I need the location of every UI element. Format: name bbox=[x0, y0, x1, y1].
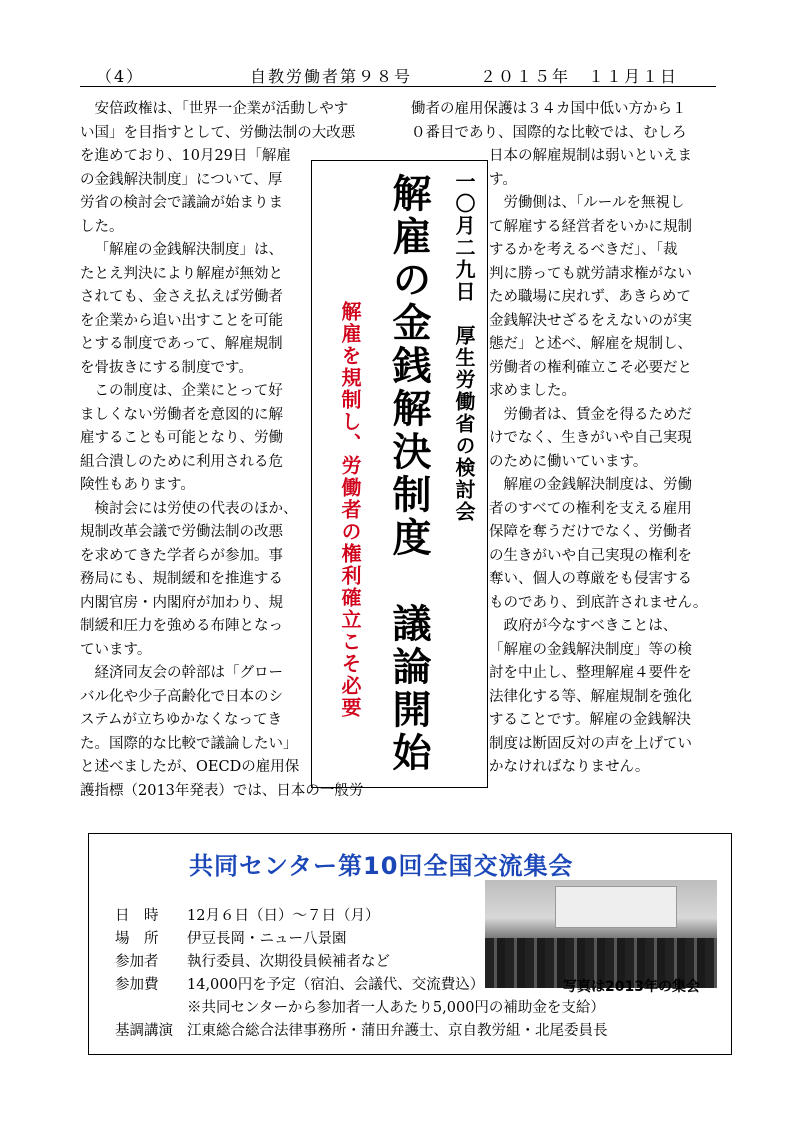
text-line: けでなく、生きがいや自己実現 bbox=[489, 430, 692, 446]
text-line: 者のすべての権利を支える雇用 bbox=[489, 500, 692, 517]
event-row-value: 14,000円を予定（宿泊、会議代、交流費込） bbox=[187, 977, 485, 993]
feature-subhead: 解雇を規制し、労働者の権利確立こそ必要 bbox=[338, 301, 362, 719]
paragraph bbox=[411, 98, 729, 192]
event-row-value: 江東総合総合法律事務所・蒲田弁護士、京自教労組・北尾委員長 bbox=[187, 1023, 608, 1039]
text-line: 奪い、個人の尊厳をも侵害する bbox=[489, 571, 692, 587]
text-line: 態だ」と述べ、解雇を規制し、 bbox=[489, 336, 692, 352]
paragraph bbox=[489, 474, 729, 615]
text-line: 安倍政権は、「世界一企業が活動しやす bbox=[94, 101, 349, 117]
text-line: されても、金さえ払えば労働者 bbox=[80, 289, 283, 305]
text-line: い国」を目指すとして、労働法制の大改悪 bbox=[80, 124, 356, 141]
text-line: ましくない労働者を意図的に解 bbox=[80, 406, 283, 423]
text-line: を進めており、10月29日「解雇 bbox=[80, 148, 291, 164]
text-line: 労働者は、賃金を得るためだ bbox=[503, 406, 692, 423]
event-row-label: 参加費 bbox=[115, 977, 159, 993]
text-line: 労省の検討会で議論が始まりま bbox=[80, 195, 283, 211]
event-row-label: 場 所 bbox=[115, 931, 159, 947]
text-line: ています。 bbox=[80, 641, 152, 658]
text-line: 内閣官房・内閣府が加わり、規 bbox=[80, 594, 283, 611]
photo-banner bbox=[555, 886, 677, 928]
paragraph bbox=[489, 615, 729, 780]
event-row-value: 執行委員、次期役員候補者など bbox=[187, 954, 390, 970]
text-line: するかを考えるべきだ」、「裁 bbox=[489, 242, 678, 258]
event-row-label: 基調講演 bbox=[115, 1023, 173, 1039]
text-line: を企業から追い出すことを可能 bbox=[80, 312, 283, 329]
text-line: 労働側は、「ルールを無視し bbox=[503, 195, 685, 211]
text-line: 組合潰しのために利用される危 bbox=[80, 453, 283, 470]
text-line: 求めました。 bbox=[489, 383, 576, 399]
text-line: 判に勝っても就労請求権がない bbox=[489, 265, 692, 282]
event-row-value: 12月６日（日）～７日（月） bbox=[187, 908, 380, 924]
text-line: ０番目であり、国際的な比較では、むしろ bbox=[411, 124, 687, 141]
text-line: することです。解雇の金銭解決 bbox=[489, 712, 691, 728]
text-line: 制緩和圧力を強める布陣となっ bbox=[80, 618, 283, 634]
text-line: て解雇する経営者をいかに規制 bbox=[489, 218, 692, 235]
event-row-label: 日 時 bbox=[115, 908, 159, 924]
event-row-label: 参加者 bbox=[115, 954, 159, 970]
text-line: かなければなりません。 bbox=[489, 759, 650, 775]
group-photo bbox=[485, 880, 717, 988]
text-line: 労働者の権利確立こそ必要だと bbox=[489, 359, 692, 376]
event-row-value: ※共同センターから参加者一人あたり5,000円の補助金を支給） bbox=[187, 1000, 605, 1016]
text-line: 経済同友会の幹部は「グロー bbox=[94, 665, 283, 681]
text-line: した。 bbox=[80, 218, 124, 235]
paragraph bbox=[489, 192, 729, 404]
text-line: この制度は、企業にとって好 bbox=[94, 383, 283, 399]
text-line: す。 bbox=[489, 171, 517, 188]
text-line: ため職場に戻れず、あきらめて bbox=[489, 289, 691, 305]
text-line: とする制度であって、解雇規制 bbox=[80, 336, 283, 352]
text-line: ステムが立ちゆかなくなってき bbox=[80, 712, 282, 728]
text-line: 務局にも、規制緩和を推進する bbox=[80, 571, 283, 587]
paper-issue: 自教労働者第９８号 bbox=[250, 67, 413, 86]
paragraph bbox=[489, 404, 729, 475]
text-line: 雇することも可能となり、労働 bbox=[80, 430, 283, 446]
text-line: を求めてきた学者らが参加。事 bbox=[80, 547, 283, 564]
page-number: （4） bbox=[96, 67, 145, 86]
text-line: バル化や少子高齢化で日本のシ bbox=[80, 688, 283, 705]
page-header bbox=[80, 58, 716, 87]
text-line: 討を中止し、整理解雇４要件を bbox=[489, 665, 692, 681]
text-line: 金銭解決せざるをえないのが実 bbox=[489, 312, 692, 329]
text-line: 制度は断固反対の声を上げてい bbox=[489, 735, 692, 752]
event-row-value: 伊豆長岡・ニュー八景園 bbox=[187, 931, 347, 947]
text-line: た。国際的な比較で議論したい」 bbox=[80, 735, 298, 752]
event-notice-box bbox=[88, 833, 732, 1055]
text-line: 解雇の金銭解決制度は、労働 bbox=[503, 477, 692, 493]
text-line: の生きがいや自己実現の権利を bbox=[489, 547, 692, 564]
text-line: 険性もあります。 bbox=[80, 477, 195, 493]
text-line: 日本の解雇規制は弱いといえま bbox=[489, 148, 692, 164]
text-line: のために働いています。 bbox=[489, 453, 648, 470]
headline-box bbox=[311, 160, 488, 788]
text-line: たとえ判決により解雇が無効と bbox=[80, 265, 283, 282]
text-line: 「解雇の金銭解決制度」は、 bbox=[94, 242, 283, 258]
text-line: 働者の雇用保護は３４カ国中低い方から１ bbox=[411, 101, 687, 117]
text-line: を骨抜きにする制度です。 bbox=[80, 359, 253, 376]
text-line: 「解雇の金銭解決制度」等の検 bbox=[489, 641, 692, 658]
feature-date-line: 一〇月二九日 厚生労働省の検討会 bbox=[452, 171, 476, 523]
text-line: 政府が今なすべきことは、 bbox=[503, 618, 678, 634]
photo-caption: 写真は2013年の集会 bbox=[563, 979, 700, 995]
event-title: 共同センター第10回全国交流集会 bbox=[189, 852, 574, 880]
text-line: 護指標（2013年発表）では、日本の一般労 bbox=[80, 782, 364, 799]
text-line: 法律化する等、解雇規制を強化 bbox=[489, 688, 692, 705]
text-line: ものであり、到底許されません。 bbox=[489, 594, 708, 611]
issue-date: ２０１５年 １１月１日 bbox=[480, 67, 679, 86]
text-line: 検討会には労使の代表のほか、 bbox=[94, 500, 298, 517]
text-line: の金銭解決制度」について、厚 bbox=[80, 171, 283, 188]
text-line: 保障を奪うだけでなく、労働者 bbox=[489, 524, 692, 540]
text-line: と述べましたが、OECDの雇用保 bbox=[80, 759, 300, 775]
feature-headline: 解雇の金銭解決制度 議論開始 bbox=[386, 173, 432, 775]
text-line: 規制改革会議で労働法制の改悪 bbox=[80, 524, 283, 540]
